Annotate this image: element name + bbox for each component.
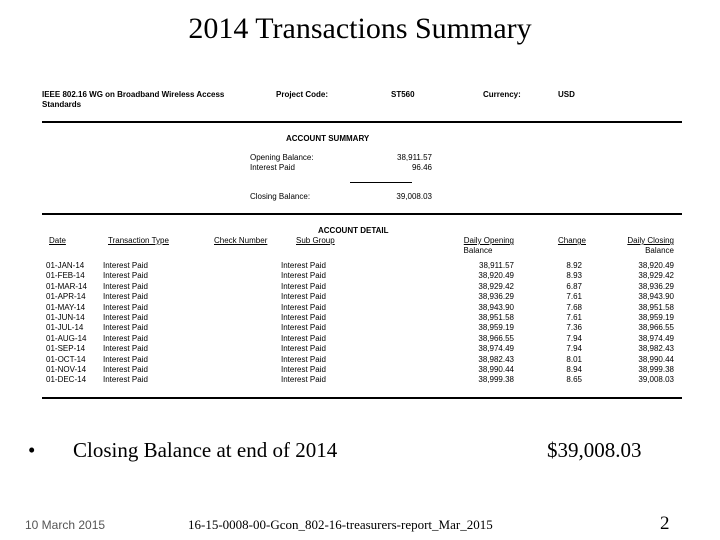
cell-daily-opening: 38,966.55: [478, 333, 514, 343]
column-header-daily-opening: Daily Opening: [463, 236, 514, 245]
column-header-daily-opening-sub: Balance: [463, 246, 493, 255]
cell-transaction-type: Interest Paid: [103, 375, 148, 385]
cell-daily-closing: 38,966.55: [638, 323, 674, 333]
cell-sub-group: Interest Paid: [281, 302, 326, 312]
column-header-transaction-type: Transaction Type: [108, 236, 169, 245]
cell-daily-closing: 38,982.43: [638, 344, 674, 354]
bullet-text: Closing Balance at end of 2014: [73, 438, 338, 462]
table-row: [42, 334, 682, 344]
cell-date: 01-NOV-14: [46, 364, 87, 374]
table-row: [42, 271, 682, 281]
header-divider: [42, 121, 682, 123]
cell-change: 8.92: [566, 261, 582, 270]
cell-date: 01-JAN-14: [46, 261, 85, 270]
summary-total-rule: [350, 182, 412, 183]
cell-date: 01-DEC-14: [46, 375, 87, 385]
cell-sub-group: Interest Paid: [281, 281, 326, 291]
cell-date: 01-MAR-14: [46, 281, 87, 291]
cell-date: 01-SEP-14: [46, 344, 86, 354]
table-row: [42, 261, 682, 271]
column-header-daily-closing: Daily Closing: [627, 236, 674, 245]
cell-daily-opening: 38,920.49: [478, 271, 514, 281]
bullet-amount: $39,008.03: [547, 438, 642, 462]
cell-daily-opening: 38,929.42: [478, 281, 514, 291]
cell-date: 01-APR-14: [46, 292, 86, 302]
cell-daily-closing: 38,943.90: [638, 292, 674, 302]
cell-transaction-type: Interest Paid: [103, 292, 148, 302]
cell-transaction-type: Interest Paid: [103, 354, 148, 364]
table-row: [42, 365, 682, 375]
cell-daily-opening: 38,951.58: [478, 312, 514, 322]
column-header-check-number: Check Number: [214, 236, 268, 245]
table-row: [42, 313, 682, 323]
cell-change: 7.36: [566, 323, 582, 333]
cell-daily-closing: 39,008.03: [638, 375, 674, 385]
cell-daily-opening: 38,982.43: [478, 354, 514, 364]
column-header-sub-group: Sub Group: [296, 236, 335, 245]
slide-title: 2014 Transactions Summary: [188, 12, 532, 45]
opening-balance-value: 38,911.57: [397, 153, 432, 162]
column-header-daily-closing-sub: Balance: [645, 246, 674, 255]
cell-date: 01-AUG-14: [46, 333, 87, 343]
cell-sub-group: Interest Paid: [281, 375, 326, 385]
cell-transaction-type: Interest Paid: [103, 261, 148, 270]
cell-change: 7.61: [566, 312, 582, 322]
cell-transaction-type: Interest Paid: [103, 281, 148, 291]
cell-date: 01-JUN-14: [46, 312, 85, 322]
cell-sub-group: Interest Paid: [281, 312, 326, 322]
interest-paid-value: 96.46: [411, 163, 432, 172]
cell-daily-opening: 38,990.44: [478, 364, 514, 374]
closing-balance-bullet: [28, 438, 668, 468]
cell-date: 01-MAY-14: [46, 302, 86, 312]
cell-date: 01-FEB-14: [46, 271, 85, 281]
cell-daily-closing: 38,951.58: [638, 302, 674, 312]
cell-transaction-type: Interest Paid: [103, 344, 148, 354]
cell-daily-closing: 38,929.42: [638, 271, 674, 281]
cell-sub-group: Interest Paid: [281, 271, 326, 281]
column-header-change: Change: [557, 236, 586, 245]
project-code-label: Project Code:: [276, 90, 329, 99]
cell-sub-group: Interest Paid: [281, 344, 326, 354]
cell-transaction-type: Interest Paid: [103, 333, 148, 343]
table-row: [42, 303, 682, 313]
cell-daily-opening: 38,936.29: [478, 292, 514, 302]
cell-daily-opening: 38,959.19: [478, 323, 514, 333]
account-detail-heading: ACCOUNT DETAIL: [318, 226, 389, 235]
bullet-dot-icon: •: [28, 438, 36, 462]
cell-daily-closing: 38,974.49: [638, 333, 674, 343]
summary-divider: [42, 213, 682, 215]
cell-change: 6.87: [566, 281, 582, 291]
cell-daily-opening: 38,911.57: [479, 261, 514, 270]
organization-name: IEEE 802.16 WG on Broadband Wireless Access Standards: [42, 90, 225, 109]
project-code-value: ST560: [391, 90, 415, 99]
table-row: [42, 375, 682, 385]
cell-change: 7.61: [566, 292, 582, 302]
footer-document-id: 16-15-0008-00-Gcon_802-16-treasurers-report_Mar_2015: [188, 517, 493, 532]
cell-daily-opening: 38,999.38: [478, 375, 514, 385]
account-summary-heading: ACCOUNT SUMMARY: [286, 134, 370, 143]
cell-date: 01-JUL-14: [46, 323, 84, 333]
cell-transaction-type: Interest Paid: [103, 323, 148, 333]
cell-sub-group: Interest Paid: [281, 364, 326, 374]
cell-change: 8.94: [566, 364, 582, 374]
cell-sub-group: Interest Paid: [281, 261, 326, 270]
table-row: [42, 344, 682, 354]
closing-balance-value: 39,008.03: [396, 192, 432, 201]
cell-sub-group: Interest Paid: [281, 333, 326, 343]
footer-date: 10 March 2015: [25, 518, 106, 532]
cell-daily-closing: 38,990.44: [638, 354, 674, 364]
detail-bottom-divider: [42, 397, 682, 399]
interest-paid-label: Interest Paid: [250, 163, 295, 172]
currency-label: Currency:: [483, 90, 521, 99]
cell-transaction-type: Interest Paid: [103, 302, 148, 312]
page-number: 2: [660, 513, 670, 534]
cell-change: 7.68: [566, 302, 582, 312]
cell-sub-group: Interest Paid: [281, 292, 326, 302]
closing-balance-label: Closing Balance:: [250, 192, 311, 201]
cell-date: 01-OCT-14: [46, 354, 86, 364]
cell-daily-closing: 38,999.38: [638, 364, 674, 374]
cell-daily-opening: 38,974.49: [478, 344, 514, 354]
treasurer-report: [42, 88, 682, 388]
cell-daily-closing: 38,936.29: [638, 281, 674, 291]
cell-transaction-type: Interest Paid: [103, 364, 148, 374]
cell-change: 7.94: [566, 333, 582, 343]
column-header-date: Date: [49, 236, 66, 245]
cell-daily-closing: 38,959.19: [638, 312, 674, 322]
account-detail-table: [42, 261, 682, 386]
table-row: [42, 323, 682, 333]
cell-transaction-type: Interest Paid: [103, 271, 148, 281]
cell-daily-closing: 38,920.49: [638, 261, 674, 270]
cell-sub-group: Interest Paid: [281, 323, 326, 333]
cell-change: 8.93: [566, 271, 582, 281]
cell-change: 8.65: [566, 375, 582, 385]
cell-transaction-type: Interest Paid: [103, 312, 148, 322]
cell-change: 7.94: [566, 344, 582, 354]
table-row: [42, 292, 682, 302]
cell-change: 8.01: [566, 354, 582, 364]
table-row: [42, 355, 682, 365]
cell-sub-group: Interest Paid: [281, 354, 326, 364]
cell-daily-opening: 38,943.90: [478, 302, 514, 312]
opening-balance-label: Opening Balance:: [250, 153, 314, 162]
table-row: [42, 282, 682, 292]
currency-value: USD: [558, 90, 575, 99]
